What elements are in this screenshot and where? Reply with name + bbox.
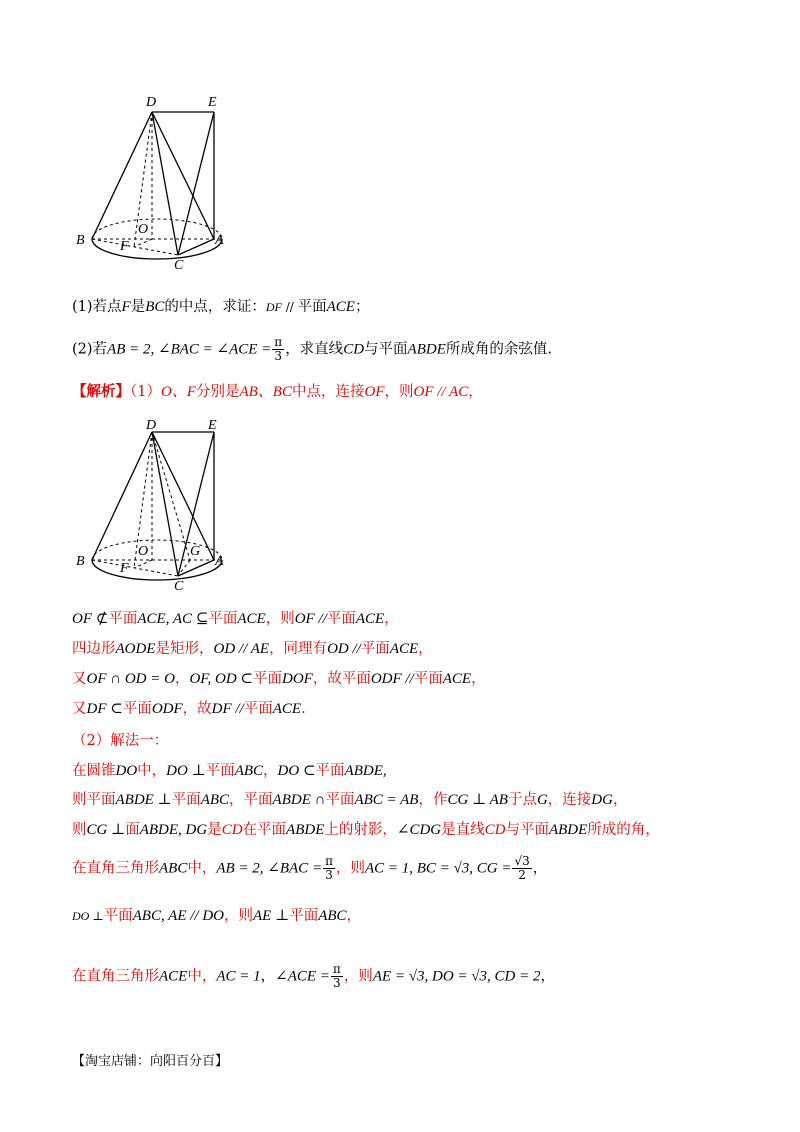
solution-line-9: 则平面ABDE ⊥平面ABC，平面ABDE ∩平面ABC = AB，作CG ⊥ AB于点G，连接DG， [72, 792, 628, 808]
figure-1-cone [72, 92, 232, 272]
fig2-label-F: F [120, 561, 129, 576]
fig2-label-B: B [76, 554, 85, 569]
fig2-label-D: D [146, 418, 157, 433]
footer-shop-name: 【淘宝店铺：向阳百分百】 [72, 1054, 229, 1069]
fig1-label-A: A [215, 233, 224, 248]
question-1: (1)若点F是BC的中点，求证：DF // 平面ACE； [72, 299, 370, 315]
solution-line-3: OF ⊄平面ACE, AC ⊆平面ACE，则OF //平面ACE， [72, 611, 399, 627]
fig2-label-E: E [208, 418, 217, 433]
solution-line-13: 在直角三角形ACE中，AC = 1，∠ACE = $\frac{\pi}{3}$ ，则AE = √3, DO = √3, CD = 2， [72, 962, 555, 990]
solution-line-4: 四边形AODE是矩形，OD // AE，同理有OD //平面ACE， [72, 641, 433, 657]
fig2-label-C: C [174, 579, 184, 594]
solution-part1-intro: 【解析】（1）O、F分别是AB、BC中点，连接OF，则OF // AC， [72, 383, 483, 400]
solution-line-6: 又DF ⊂平面ODF，故DF //平面ACE. [72, 701, 306, 717]
fig2-label-A: A [215, 554, 224, 569]
fig1-label-C: C [174, 258, 184, 272]
fig1-label-O: O [138, 222, 149, 237]
fig2-label-G: G [190, 544, 201, 559]
solution-line-12: DO ⊥平面ABC, AE // DO，则AE ⊥平面ABC， [72, 908, 362, 924]
solution-line-8: 在圆锥DO中，DO ⊥平面ABC，DO ⊂平面ABDE, [72, 763, 387, 779]
solution-part2-heading: （2）解法一： [72, 733, 169, 749]
solution-line-5: 又OF ∩ OD = O，OF, OD ⊂平面DOF，故平面ODF //平面ACE， [72, 671, 486, 687]
solution-line-10: 则CG ⊥面ABDE, DG是CD在平面ABDE上的射影，∠CDG是直线CD与平面ABDE所成的角， [72, 822, 660, 838]
fig1-label-F: F [120, 239, 129, 254]
solution-line-11: 在直角三角形ABC中，AB = 2, ∠BAC = $\frac{\pi}{3}$ ，则AC = 1, BC = √3, CG = $\frac{√3}{2}$ ， [72, 854, 548, 882]
figure-2-cone [72, 415, 232, 595]
fig2-label-O: O [138, 544, 149, 559]
fig1-label-D: D [146, 95, 157, 110]
question-2: (2)若AB = 2, ∠BAC = ∠ACE = $\frac{\pi}{3}$ ，求直线CD与平面ABDE所成角的余弦值. [72, 335, 552, 363]
fig1-label-B: B [76, 233, 85, 248]
fig1-label-E: E [208, 95, 217, 110]
